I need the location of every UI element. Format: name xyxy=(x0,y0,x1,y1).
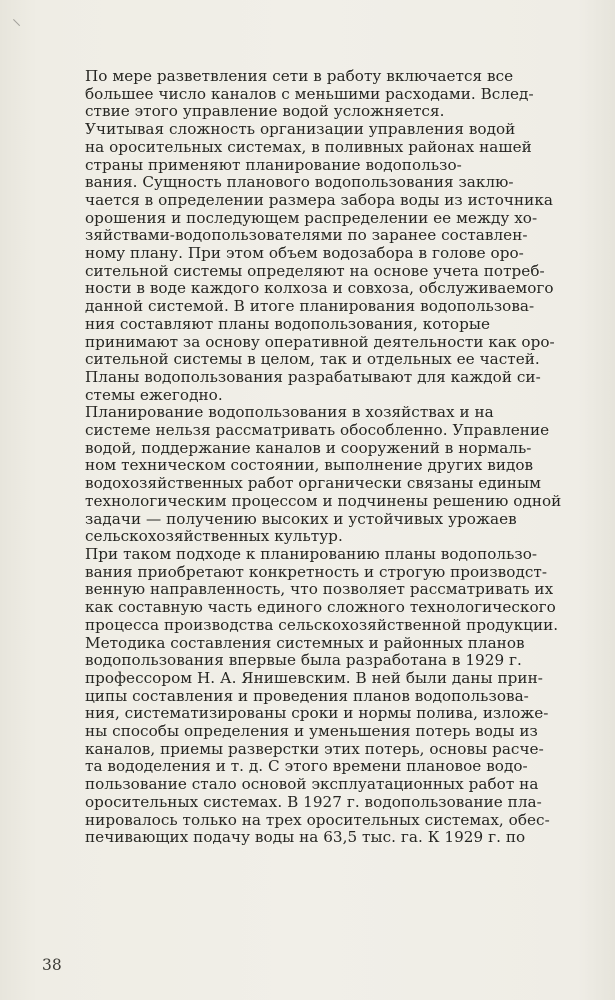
text-line: водохозяйственных работ органически связаны единым xyxy=(85,475,541,493)
text-line: ципы составления и проведения планов водопользова- xyxy=(85,687,529,705)
text-line: на оросительных системах, в поливных районах нашей xyxy=(85,138,532,156)
text-line: данной системой. В итоге планирования водопользова- xyxy=(85,298,535,316)
paragraph xyxy=(59,546,571,635)
text-line: водой, поддержание каналов и сооружений в нормаль- xyxy=(85,439,532,457)
text-line: орошения и последующем распределении ее между хо- xyxy=(85,209,538,227)
text-line: сельскохозяйственных культур. xyxy=(85,528,343,546)
text-line: Учитывая сложность организации управления водой xyxy=(85,121,516,139)
page-number: 38 xyxy=(42,956,62,974)
text-line: Методика составления системных и районных планов xyxy=(85,634,525,652)
text-line: ному плану. При этом объем водозабора в голове оро- xyxy=(85,245,524,263)
text-line: вания. Сущность планового водопользования заклю- xyxy=(85,174,514,192)
text-line: каналов, приемы разверстки этих потерь, основы расче- xyxy=(85,740,544,758)
text-line: По мере разветвления сети в работу включается все xyxy=(85,68,514,85)
paragraph xyxy=(59,68,571,121)
text-line: сительной системы в целом, так и отдельных ее частей. xyxy=(85,351,540,369)
paragraph xyxy=(59,635,571,847)
text-line: Планы водопользования разрабатывают для каждой си- xyxy=(85,368,541,386)
text-line: принимают за основу оперативной деятельности как оро- xyxy=(85,333,555,351)
text-line: как составную часть единого сложного технологического xyxy=(85,599,556,617)
text-line: нировалось только на трех оросительных системах, обес- xyxy=(85,811,550,829)
text-line: вания приобретают конкретность и строгую производст- xyxy=(85,563,547,581)
text-line: стемы ежегодно. xyxy=(85,386,223,404)
text-line: ния составляют планы водопользования, которые xyxy=(85,315,491,333)
text-line: профессором Н. А. Янишевским. В ней были даны прин- xyxy=(85,669,543,687)
text-line: чается в определении размера забора воды из источника xyxy=(85,191,553,209)
text-line: венную направленность, что позволяет рассматривать их xyxy=(85,581,554,599)
body-text xyxy=(59,68,571,847)
text-line: системе нельзя рассматривать обособленно. Управление xyxy=(85,422,550,440)
paragraph xyxy=(59,404,571,546)
text-line: При таком подходе к планированию планы водопользо- xyxy=(85,545,538,563)
text-line: страны применяют планирование водопользо- xyxy=(85,156,462,174)
text-line: печивающих подачу воды на 63,5 тыс. га. К 1929 г. по xyxy=(85,829,526,847)
text-line: пользование стало основой эксплуатационных работ на xyxy=(85,776,539,794)
text-line: ности в воде каждого колхоза и совхоза, обслуживаемого xyxy=(85,280,554,298)
text-line: ствие этого управление водой усложняется. xyxy=(85,103,445,121)
text-line: водопользования впервые была разработана в 1929 г. xyxy=(85,652,522,670)
text-line: зяйствами-водопользователями по заранее составлен- xyxy=(85,227,528,245)
text-line: задачи — получению высоких и устойчивых урожаев xyxy=(85,510,517,528)
text-line: та вододеления и т. д. С этого времени плановое водо- xyxy=(85,758,528,776)
text-line: ном техническом состоянии, выполнение других видов xyxy=(85,457,534,475)
scan-mark xyxy=(13,19,20,26)
text-line: ния, систематизированы сроки и нормы полива, изложе- xyxy=(85,705,549,723)
text-line: процесса производства сельскохозяйственной продукции. xyxy=(85,616,559,634)
paragraph xyxy=(59,121,571,404)
text-line: оросительных системах. В 1927 г. водопользование пла- xyxy=(85,793,542,811)
text-line: ны способы определения и уменьшения потерь воды из xyxy=(85,723,538,741)
text-line: сительной системы определяют на основе учета потреб- xyxy=(85,262,545,280)
text-line: большее число каналов с меньшими расходами. Вслед- xyxy=(85,85,534,103)
text-line: технологическим процессом и подчинены решению одной xyxy=(85,492,562,510)
text-line: Планирование водопользования в хозяйствах и на xyxy=(85,404,494,422)
